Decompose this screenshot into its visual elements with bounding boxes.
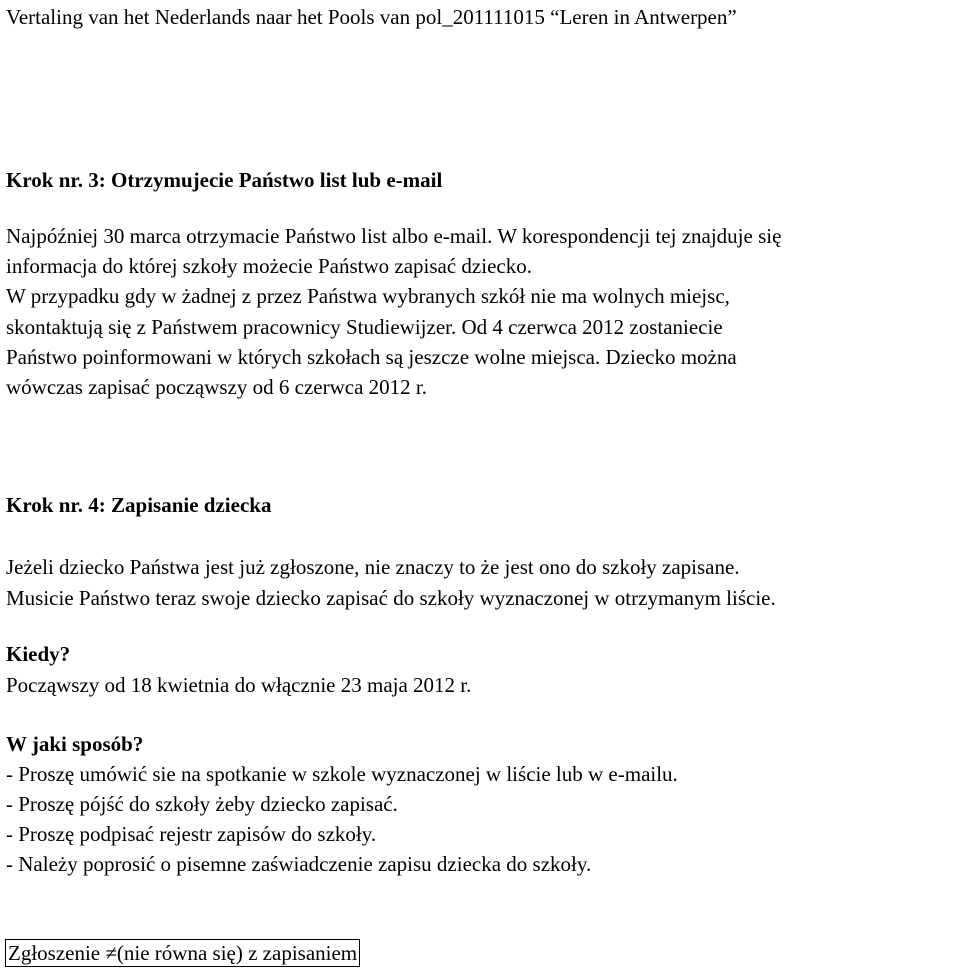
step-4-paragraph-line: Jeżeli dziecko Państwa jest już zgłoszone, nie znaczy to że jest ono do szkoły zapisane. — [6, 555, 740, 579]
how-list-item: - Proszę podpisać rejestr zapisów do szkoły. — [6, 822, 377, 846]
step-4-paragraph-line: Musicie Państwo teraz swoje dziecko zapisać do szkoły wyznaczonej w otrzymanym liście. — [6, 586, 776, 610]
how-heading: W jaki sposób? — [6, 732, 144, 756]
registration-note-box: Zgłoszenie ≠(nie równa się) z zapisaniem — [5, 939, 360, 967]
step-3-paragraph-line: wówczas zapisać począwszy od 6 czerwca 2012 r. — [6, 375, 427, 399]
step-3-paragraph-line: informacja do której szkoły możecie Państwo zapisać dziecko. — [6, 254, 532, 278]
step-3-paragraph-line: skontaktują się z Państwem pracownicy Studiewijzer. Od 4 czerwca 2012 zostaniecie — [6, 315, 723, 339]
step-3-paragraph-line: Najpóźniej 30 marca otrzymacie Państwo list albo e-mail. W korespondencji tej znajduje się — [6, 224, 782, 248]
step-4-heading: Krok nr. 4: Zapisanie dziecka — [6, 493, 272, 517]
how-list-item: - Należy poprosić o pisemne zaświadczenie zapisu dziecka do szkoły. — [6, 852, 592, 876]
step-3-paragraph-line: W przypadku gdy w żadnej z przez Państwa wybranych szkół nie ma wolnych miejsc, — [6, 284, 730, 308]
how-list-item: - Proszę umówić sie na spotkanie w szkole wyznaczonej w liście lub w e-mailu. — [6, 762, 678, 786]
document-header: Vertaling van het Nederlands naar het Pools van pol_201111015 “Leren in Antwerpen” — [6, 5, 737, 29]
when-heading: Kiedy? — [6, 642, 71, 666]
step-3-heading: Krok nr. 3: Otrzymujecie Państwo list lub e-mail — [6, 168, 443, 192]
how-list-item: - Proszę pójść do szkoły żeby dziecko zapisać. — [6, 792, 398, 816]
when-text: Począwszy od 18 kwietnia do włącznie 23 maja 2012 r. — [6, 673, 472, 697]
step-3-paragraph-line: Państwo poinformowani w których szkołach są jeszcze wolne miejsca. Dziecko można — [6, 345, 737, 369]
